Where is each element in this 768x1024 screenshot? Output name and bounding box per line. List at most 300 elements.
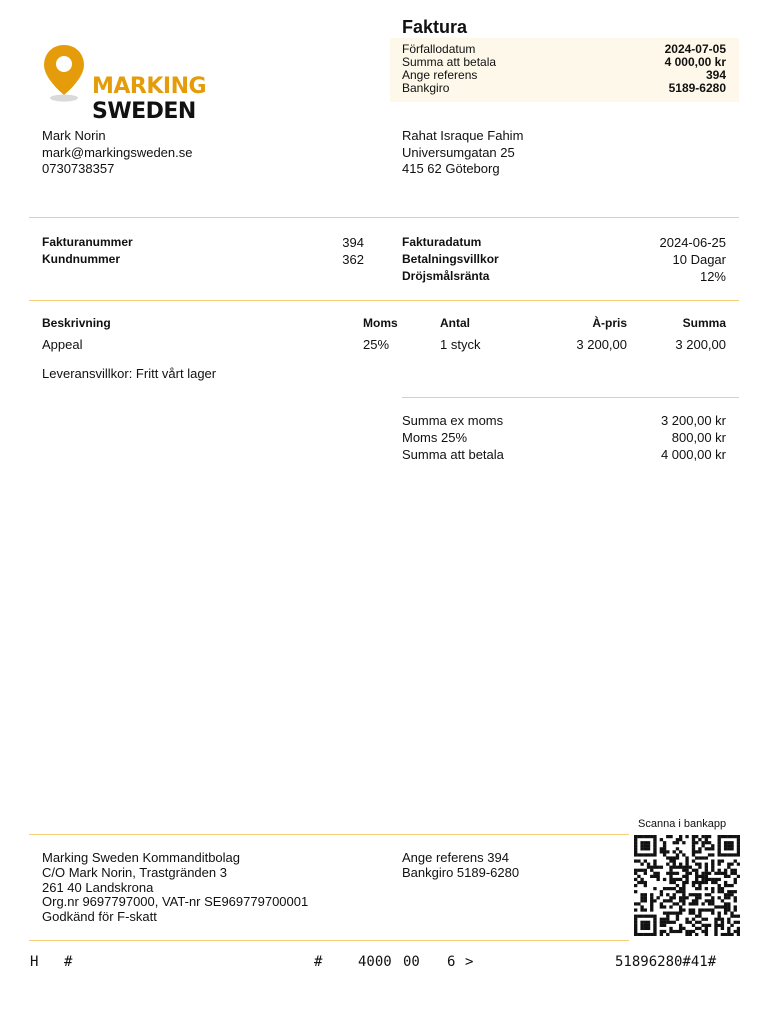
qr-module: [669, 887, 672, 890]
qr-module: [718, 863, 721, 866]
qr-module: [692, 847, 695, 850]
info-row-late-interest: [402, 269, 726, 284]
qr-module: [705, 835, 708, 838]
qr-module: [737, 921, 740, 924]
qr-module: [714, 921, 717, 924]
qr-module: [637, 869, 640, 872]
qr-module: [634, 908, 637, 911]
qr-module: [705, 933, 708, 936]
qr-module: [718, 905, 721, 908]
qr-module: [660, 902, 663, 905]
qr-module: [673, 878, 676, 881]
qr-module: [737, 875, 740, 878]
summary-label: Förfallodatum: [402, 42, 476, 56]
qr-module: [737, 853, 740, 856]
qr-module: [689, 866, 692, 869]
qr-module: [701, 878, 704, 881]
qr-module: [676, 853, 679, 856]
qr-module: [734, 915, 737, 918]
column-header-sum: Summa: [682, 316, 726, 330]
qr-module: [663, 924, 666, 927]
qr-module: [708, 908, 711, 911]
qr-module: [727, 847, 730, 850]
qr-module: [711, 887, 714, 890]
qr-module: [669, 866, 672, 869]
qr-module: [666, 856, 669, 859]
qr-module: [727, 918, 730, 921]
qr-module: [640, 869, 643, 872]
qr-module: [711, 899, 714, 902]
qr-module: [653, 844, 656, 847]
sender-name: Mark Norin: [42, 128, 106, 143]
qr-module: [685, 863, 688, 866]
qr-module: [711, 866, 714, 869]
qr-module: [663, 918, 666, 921]
qr-module: [721, 872, 724, 875]
qr-module: [679, 887, 682, 890]
qr-module: [653, 853, 656, 856]
qr-module: [653, 933, 656, 936]
qr-module: [714, 927, 717, 930]
qr-module: [660, 930, 663, 933]
qr-module: [673, 859, 676, 862]
qr-module: [644, 869, 647, 872]
qr-module: [634, 878, 637, 881]
qr-module: [685, 896, 688, 899]
qr-module: [724, 884, 727, 887]
qr-module: [666, 915, 669, 918]
qr-module: [714, 930, 717, 933]
qr-module: [647, 853, 650, 856]
qr-module: [718, 838, 721, 841]
qr-module: [701, 918, 704, 921]
qr-module: [711, 863, 714, 866]
sender-phone: 0730738357: [42, 161, 115, 176]
qr-module: [644, 853, 647, 856]
qr-module: [721, 927, 724, 930]
info-value: 362: [342, 252, 364, 267]
qr-module: [724, 933, 727, 936]
qr-module: [718, 844, 721, 847]
qr-module: [682, 869, 685, 872]
info-value: 2024-06-25: [659, 235, 726, 250]
qr-module: [727, 884, 730, 887]
qr-module: [673, 887, 676, 890]
qr-module: [737, 844, 740, 847]
qr-module: [708, 899, 711, 902]
qr-module: [634, 918, 637, 921]
qr-module: [730, 890, 733, 893]
qr-module: [689, 902, 692, 905]
qr-module: [650, 902, 653, 905]
qr-module: [660, 905, 663, 908]
totals-divider: [402, 397, 739, 398]
footer-company-name: Marking Sweden Kommanditbolag: [42, 850, 240, 865]
qr-module: [711, 902, 714, 905]
qr-module: [640, 835, 643, 838]
qr-module: [730, 912, 733, 915]
qr-module: [650, 908, 653, 911]
qr-module: [637, 933, 640, 936]
qr-module: [698, 887, 701, 890]
qr-module: [708, 841, 711, 844]
qr-module: [634, 927, 637, 930]
qr-module: [727, 835, 730, 838]
qr-module: [730, 884, 733, 887]
column-header-vat: Moms: [363, 316, 398, 330]
qr-module: [705, 875, 708, 878]
qr-module: [718, 915, 721, 918]
qr-module: [682, 893, 685, 896]
qr-module: [730, 841, 733, 844]
footer-bankgiro: Bankgiro 5189-6280: [402, 864, 520, 880]
qr-module: [714, 905, 717, 908]
qr-module: [647, 866, 650, 869]
qr-module: [640, 921, 643, 924]
qr-module: [653, 927, 656, 930]
qr-module: [682, 853, 685, 856]
qr-module: [724, 896, 727, 899]
ocr-hash-1: #: [64, 954, 73, 970]
qr-module: [711, 896, 714, 899]
qr-module: [695, 872, 698, 875]
qr-module: [653, 915, 656, 918]
qr-module: [647, 924, 650, 927]
qr-module: [640, 878, 643, 881]
qr-module: [730, 863, 733, 866]
qr-module: [718, 835, 721, 838]
qr-module: [727, 893, 730, 896]
qr-module: [721, 899, 724, 902]
qr-module: [711, 853, 714, 856]
qr-module: [727, 875, 730, 878]
qr-module: [701, 856, 704, 859]
qr-module: [727, 844, 730, 847]
ocr-arrow: >: [465, 954, 474, 970]
delivery-terms: Leveransvillkor: Fritt vårt lager: [42, 366, 217, 381]
qr-module: [644, 841, 647, 844]
sender-email[interactable]: mark@markingsweden.se: [42, 144, 193, 160]
footer-divider-bottom: [29, 940, 629, 941]
qr-module: [685, 921, 688, 924]
qr-module: [708, 902, 711, 905]
qr-module: [711, 908, 714, 911]
qr-module: [640, 847, 643, 850]
qr-module: [718, 850, 721, 853]
qr-module: [640, 881, 643, 884]
qr-module: [692, 859, 695, 862]
qr-module: [647, 915, 650, 918]
qr-module: [676, 838, 679, 841]
qr-module: [673, 856, 676, 859]
qr-module: [718, 878, 721, 881]
qr-module: [734, 872, 737, 875]
qr-module: [705, 881, 708, 884]
qr-module: [679, 878, 682, 881]
qr-module: [669, 930, 672, 933]
qr-module: [685, 856, 688, 859]
qr-module: [692, 884, 695, 887]
qr-module: [724, 905, 727, 908]
qr-module: [721, 835, 724, 838]
qr-module: [679, 927, 682, 930]
qr-module: [695, 921, 698, 924]
qr-module: [685, 835, 688, 838]
qr-module: [711, 859, 714, 862]
totals-label: Summa att betala: [402, 447, 504, 462]
qr-module: [637, 915, 640, 918]
qr-module: [737, 930, 740, 933]
qr-module: [679, 896, 682, 899]
qr-code[interactable]: [634, 835, 740, 936]
qr-module: [692, 850, 695, 853]
divider: [29, 300, 739, 301]
qr-module: [644, 915, 647, 918]
qr-module: [656, 896, 659, 899]
qr-module: [682, 902, 685, 905]
qr-module: [705, 856, 708, 859]
qr-module: [711, 912, 714, 915]
qr-module: [679, 930, 682, 933]
qr-module: [647, 841, 650, 844]
qr-module: [660, 838, 663, 841]
qr-module: [689, 912, 692, 915]
qr-module: [692, 902, 695, 905]
info-value: 394: [342, 235, 364, 250]
summary-value: 2024-07-05: [664, 42, 726, 56]
totals-value: 3 200,00 kr: [660, 413, 726, 428]
totals-label: Summa ex moms: [402, 413, 504, 428]
qr-module: [685, 869, 688, 872]
qr-module: [669, 905, 672, 908]
qr-module: [653, 859, 656, 862]
qr-module: [727, 853, 730, 856]
qr-module: [695, 893, 698, 896]
qr-module: [692, 853, 695, 856]
qr-module: [679, 899, 682, 902]
qr-module: [695, 933, 698, 936]
qr-module: [673, 850, 676, 853]
qr-module: [698, 838, 701, 841]
qr-module: [705, 924, 708, 927]
qr-module: [676, 866, 679, 869]
qr-module: [695, 856, 698, 859]
qr-module: [724, 869, 727, 872]
qr-module: [644, 844, 647, 847]
qr-module: [698, 896, 701, 899]
qr-module: [701, 902, 704, 905]
qr-module: [727, 908, 730, 911]
qr-module: [718, 847, 721, 850]
qr-module: [669, 878, 672, 881]
qr-module: [640, 933, 643, 936]
qr-module: [730, 924, 733, 927]
qr-module: [634, 930, 637, 933]
qr-module: [724, 875, 727, 878]
qr-module: [737, 850, 740, 853]
qr-module: [653, 899, 656, 902]
qr-module: [708, 893, 711, 896]
qr-module: [634, 841, 637, 844]
qr-module: [685, 918, 688, 921]
qr-module: [698, 856, 701, 859]
qr-module: [644, 927, 647, 930]
qr-module: [666, 850, 669, 853]
qr-module: [721, 933, 724, 936]
logo-text-marking: MARKING: [92, 74, 207, 99]
qr-module: [650, 915, 653, 918]
totals-value: 800,00 kr: [671, 430, 726, 445]
recipient-street: Universumgatan 25: [402, 144, 515, 160]
qr-module: [676, 890, 679, 893]
qr-module: [701, 844, 704, 847]
qr-module: [647, 927, 650, 930]
qr-module: [653, 875, 656, 878]
qr-module: [708, 853, 711, 856]
qr-module: [673, 881, 676, 884]
qr-module: [644, 835, 647, 838]
qr-module: [673, 912, 676, 915]
qr-module: [666, 887, 669, 890]
qr-module: [718, 841, 721, 844]
qr-module: [650, 933, 653, 936]
qr-module: [640, 908, 643, 911]
qr-module: [673, 930, 676, 933]
qr-module: [727, 930, 730, 933]
qr-module: [718, 887, 721, 890]
summary-label: Ange referens: [402, 68, 478, 82]
qr-module: [685, 930, 688, 933]
qr-module: [692, 918, 695, 921]
qr-module: [634, 869, 637, 872]
totals-row: [402, 413, 726, 428]
qr-module: [673, 866, 676, 869]
qr-module: [701, 872, 704, 875]
qr-module: [721, 921, 724, 924]
qr-module: [724, 841, 727, 844]
qr-module: [711, 847, 714, 850]
qr-module: [634, 924, 637, 927]
qr-module: [692, 930, 695, 933]
qr-module: [718, 890, 721, 893]
qr-module: [724, 881, 727, 884]
qr-module: [721, 918, 724, 921]
qr-module: [644, 933, 647, 936]
qr-module: [634, 838, 637, 841]
qr-module: [669, 872, 672, 875]
qr-module: [705, 863, 708, 866]
qr-module: [698, 912, 701, 915]
qr-module: [695, 869, 698, 872]
qr-module: [718, 859, 721, 862]
info-label: Betalningsvillkor: [402, 252, 499, 266]
qr-module: [711, 844, 714, 847]
qr-module: [650, 893, 653, 896]
ocr-ore: 00: [403, 954, 420, 970]
qr-module: [669, 875, 672, 878]
qr-module: [685, 875, 688, 878]
qr-module: [689, 933, 692, 936]
qr-module: [730, 933, 733, 936]
qr-module: [698, 866, 701, 869]
qr-module: [653, 921, 656, 924]
qr-module: [737, 933, 740, 936]
qr-module: [721, 859, 724, 862]
qr-module: [689, 872, 692, 875]
qr-module: [669, 896, 672, 899]
qr-module: [692, 869, 695, 872]
qr-module: [644, 908, 647, 911]
qr-module: [640, 915, 643, 918]
qr-module: [653, 847, 656, 850]
qr-module: [705, 899, 708, 902]
sender-block: [42, 128, 192, 178]
qr-module: [730, 869, 733, 872]
qr-module: [701, 908, 704, 911]
totals-label: Moms 25%: [402, 430, 468, 445]
qr-module: [682, 887, 685, 890]
qr-module: [640, 924, 643, 927]
qr-module: [708, 872, 711, 875]
totals-row: [402, 430, 726, 445]
qr-module: [663, 853, 666, 856]
qr-module: [644, 872, 647, 875]
qr-module: [705, 872, 708, 875]
qr-module: [640, 896, 643, 899]
qr-module: [679, 908, 682, 911]
qr-module: [647, 847, 650, 850]
qr-module: [669, 921, 672, 924]
info-row-invoice-date: [402, 235, 726, 250]
qr-module: [734, 859, 737, 862]
qr-module: [685, 878, 688, 881]
qr-module: [734, 899, 737, 902]
qr-module: [650, 899, 653, 902]
qr-module: [634, 872, 637, 875]
qr-module: [679, 905, 682, 908]
qr-module: [734, 921, 737, 924]
qr-module: [666, 933, 669, 936]
qr-module: [634, 921, 637, 924]
qr-module: [669, 869, 672, 872]
qr-module: [708, 878, 711, 881]
qr-module: [692, 835, 695, 838]
qr-module: [705, 918, 708, 921]
footer-org-number: Org.nr 9697797000, VAT-nr SE969779700001: [42, 894, 309, 910]
qr-module: [695, 878, 698, 881]
qr-module: [701, 841, 704, 844]
qr-module: [711, 878, 714, 881]
payment-summary-box: [390, 38, 739, 102]
column-header-qty: Antal: [440, 316, 470, 330]
qr-module: [656, 872, 659, 875]
qr-caption: Scanna i bankapp: [638, 818, 727, 830]
qr-module: [685, 872, 688, 875]
row-unit-price: 3 200,00: [576, 337, 627, 352]
summary-label: Summa att betala: [402, 55, 497, 69]
qr-module: [689, 921, 692, 924]
qr-module: [724, 902, 727, 905]
qr-module: [705, 893, 708, 896]
qr-module: [663, 921, 666, 924]
qr-module: [663, 841, 666, 844]
qr-module: [663, 844, 666, 847]
qr-module: [695, 875, 698, 878]
qr-module: [660, 890, 663, 893]
qr-module: [679, 835, 682, 838]
qr-module: [685, 859, 688, 862]
qr-module: [637, 881, 640, 884]
